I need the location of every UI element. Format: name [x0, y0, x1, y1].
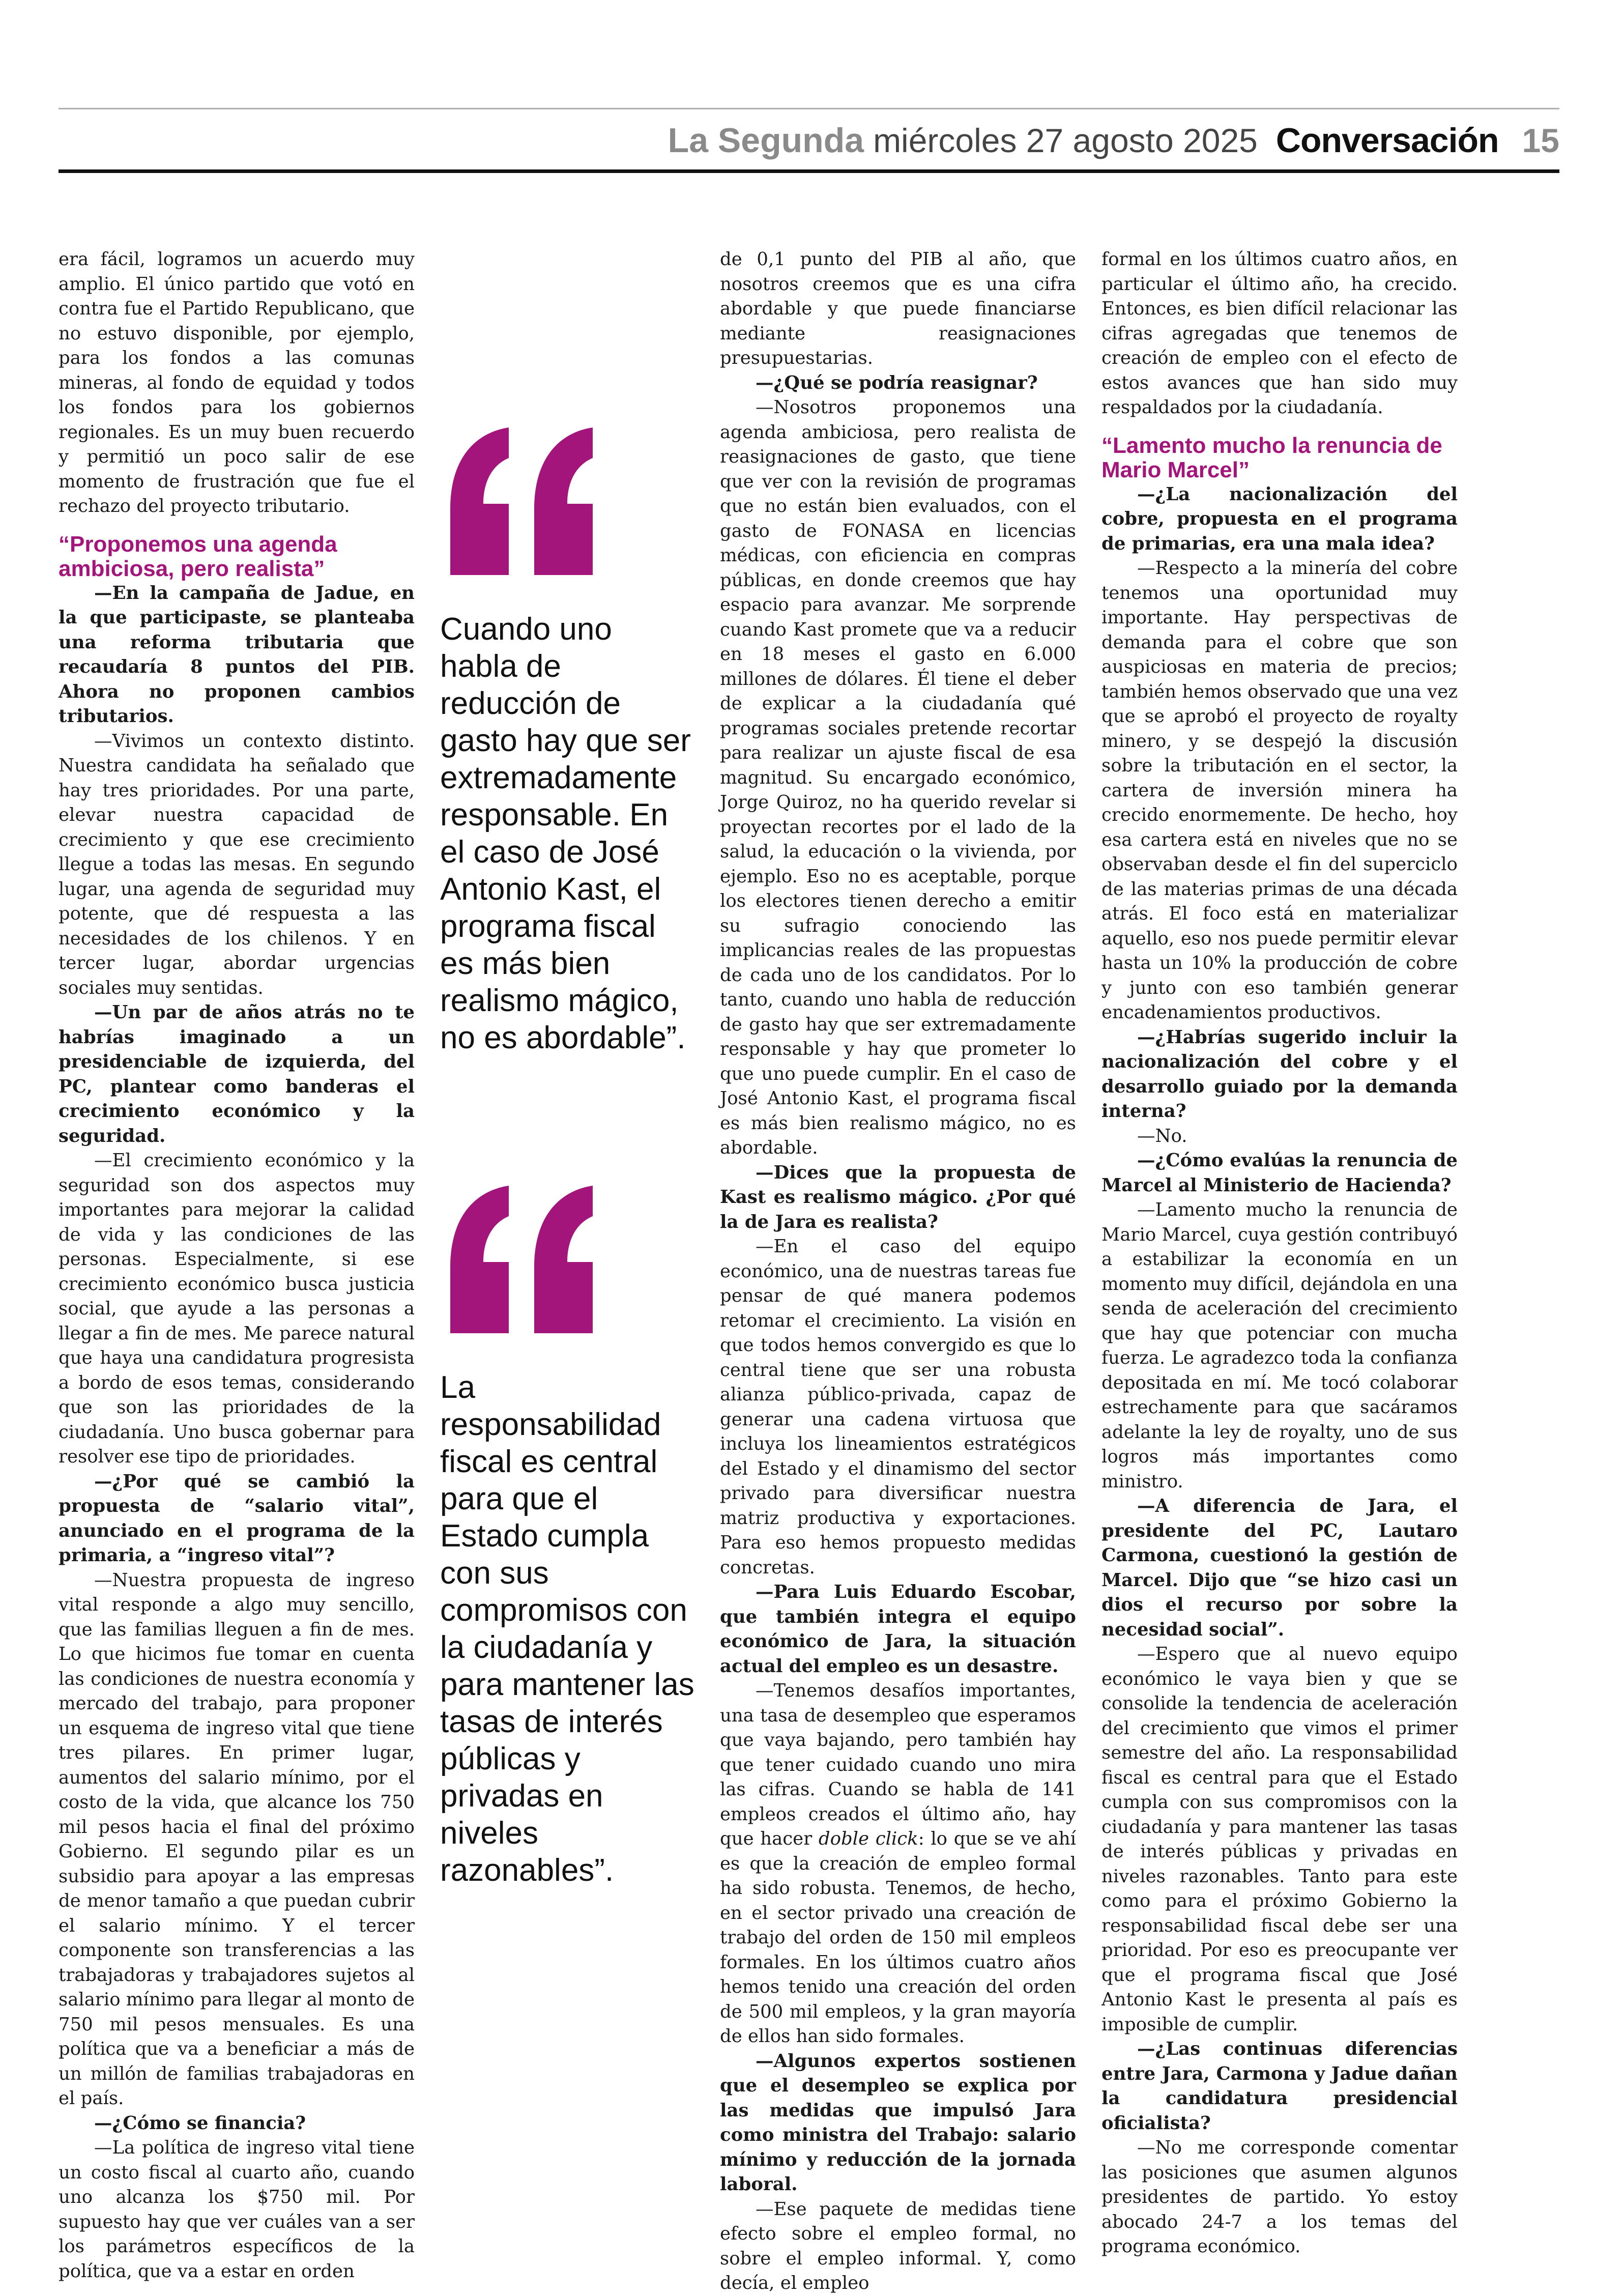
- interview-question: —Un par de años atrás no te habrías imaginado a un presidenciable de izquierda, del PC, plantear como banderas el crecimiento económico y la seguridad.: [59, 1002, 415, 1146]
- section-name: Conversación: [1275, 121, 1499, 160]
- subheading: “Proponemos una agenda ambiciosa, pero realista”: [59, 531, 337, 581]
- interview-answer: —No.: [1137, 1125, 1187, 1146]
- answer-text: —Tenemos desafíos importantes, una tasa de desempleo que esperamos que vaya bajando, pero también hay que tener cuidado cuando uno mira las cifras. Cuando se habla de 141 empleos creados el último año, hay que hacer: [720, 1680, 1076, 1849]
- interview-answer: —Lamento mucho la renuncia de Mario Marcel, cuya gestión contribuyó a estabilizar la economía en un momento muy difícil, dejándola en una senda de aceleración del crecimiento que hay que potenciar con mucha fuerza. Le agradezco toda la confianza depositada en mí. Me tocó colaborar estrechamente para que sacáramos adelante la ley de royalty, uno de sus logros más importantes como ministro.: [1101, 1199, 1458, 1492]
- newspaper-name: La Segunda: [668, 121, 864, 160]
- interview-question: —En la campaña de Jadue, en la que participaste, se planteaba una reforma tributaria que recaudaría 8 puntos del PIB. Ahora no proponen cambios tributarios.: [59, 582, 415, 727]
- masthead-rule: [59, 169, 1559, 173]
- interview-answer: —El crecimiento económico y la seguridad son dos aspectos muy importantes para mejorar la calidad de vida y las condiciones de las personas. Especialmente, si ese crecimiento económico busca justicia social, que ayude a las personas a llegar a fin de mes. Me parece natural que haya una candidatura progresista a bordo de esos temas, considerando que son las prioridades de la ciudadanía. Uno busca gobernar para resolver ese tipo de prioridades.: [59, 1150, 415, 1467]
- interview-answer: —Espero que al nuevo equipo económico le vaya bien y que se consolide la tendencia de aceleración del crecimiento que vimos el primer semestre del año. La responsabilidad fiscal es central para que el Estado cumpla con sus compromisos con la ciudadanía y para mantener las tasas de interés públicas y privadas en niveles razonables. Tanto para este como para el próximo Gobierno la responsabilidad fiscal debe ser una prioridad. Por eso es preocupante ver que el programa fiscal que José Antonio Kast le presenta al país es imposible de cumplir.: [1101, 1644, 1458, 2035]
- interview-question: —Dices que la propuesta de Kast es realismo mágico. ¿Por qué la de Jara es realista?: [720, 1162, 1076, 1232]
- page-number: 15: [1522, 121, 1559, 159]
- interview-question: —¿Cómo se financia?: [94, 2112, 306, 2134]
- pull-quote-2: [440, 1186, 694, 1889]
- pull-quote-text: La responsabilidad fiscal es central para que el Estado cumpla con sus compromisos con la ciudadanía y para mantener las tasas de interés públicas y privadas en niveles razonables”.: [440, 1370, 694, 1888]
- interview-question: —¿Las continuas diferencias entre Jara, Carmona y Jadue dañan la candidatura presidencial oficialista?: [1101, 2039, 1458, 2134]
- paragraph: formal en los últimos cuatro años, en particular el último año, ha crecido. Entonces, es bien difícil relacionar las cifras agregadas que tenemos de creación de empleo con el efecto de estos avances que han sido muy respaldados por la ciudadanía.: [1101, 249, 1458, 418]
- interview-answer: —No me corresponde comentar las posiciones que asumen algunos presidentes de partido. Yo estoy abocado 24-7 a los temas del programa económico.: [1101, 2137, 1458, 2257]
- quote-mark-icon: [440, 427, 603, 575]
- interview-answer: [720, 1679, 1076, 2049]
- issue-date: miércoles 27 agosto 2025: [873, 121, 1258, 159]
- interview-question: —¿La nacionalización del cobre, propuesta en el programa de primarias, era una mala idea?: [1101, 483, 1458, 554]
- subheading: “Lamento mucho la renuncia de Mario Marcel”: [1101, 433, 1442, 482]
- interview-question: —¿Habrías sugerido incluir la nacionalización del cobre y el desarrollo guiado por la demanda interna?: [1101, 1026, 1458, 1122]
- interview-answer: —Vivimos un contexto distinto. Nuestra candidata ha señalado que hay tres prioridades. Por una parte, elevar nuestra capacidad de crecimiento y que ese crecimiento llegue a todas las mesas. En segundo lugar, una agenda de seguridad muy potente, que dé respuesta a las necesidades de los chilenos. Y en tercer lugar, abordar urgencias sociales muy sentidas.: [59, 730, 415, 998]
- paragraph: de 0,1 punto del PIB al año, que nosotros creemos que es una cifra abordable y que puede financiarse mediante reasignaciones presupuestarias.: [720, 249, 1076, 368]
- article-column-3: [1101, 247, 1458, 2259]
- interview-question: —¿Por qué se cambió la propuesta de “salario vital”, anunciado en el programa de la primaria, a “ingreso vital”?: [59, 1471, 415, 1566]
- interview-question: —¿Cómo evalúas la renuncia de Marcel al Ministerio de Hacienda?: [1101, 1150, 1458, 1196]
- top-rule: [59, 108, 1559, 109]
- paragraph: era fácil, logramos un acuerdo muy amplio. El único partido que votó en contra fue el Partido Republicano, que no estuvo disponible, por ejemplo, para los fondos a las comunas mineras, al fondo de equidad y todos los fondos para los gobiernos regionales. Es un muy buen recuerdo y permitió un poco salir de ese momento de frustración que fue el rechazo del proyecto tributario.: [59, 249, 415, 516]
- interview-answer: —La política de ingreso vital tiene un costo fiscal al cuarto año, cuando uno alcanza los $750 mil. Por supuesto hay que ver cuáles van a ser los parámetros específicos de la política, que va a estar en orden: [59, 2137, 415, 2282]
- interview-question: —A diferencia de Jara, el presidente del PC, Lautaro Carmona, cuestionó la gestión de Marcel. Dijo que “se hizo casi un dios el recurso por sobre la necesidad social”.: [1101, 1496, 1458, 1640]
- masthead: [668, 111, 1559, 169]
- interview-question: —Para Luis Eduardo Escobar, que también integra el equipo económico de Jara, la situación actual del empleo es un desastre.: [720, 1582, 1076, 1677]
- quote-mark-icon: [440, 1186, 603, 1333]
- interview-answer: —Nosotros proponemos una agenda ambiciosa, pero realista de reasignaciones de gasto, que tiene que ver con la revisión de programas que no están bien evaluados, con el gasto de FONASA en licencias médicas, con eficiencia en compras públicas, en donde creemos que hay espacio para avanzar. Me sorprende cuando Kast promete que va a reducir en 18 meses el gasto en 6.000 millones de dólares. Él tiene el deber de explicar a la ciudadanía qué programas sociales pretende recortar para realizar un ajuste fiscal de esa magnitud. Su encargado económico, Jorge Quiroz, no ha querido revelar si proyectan recortes por el lado de la salud, la educación o la vivienda, por ejemplo. Eso no es aceptable, porque los electores tienen derecho a emitir su sufragio conociendo las implicancias reales de las propuestas de cada uno de los candidatos. Por lo tanto, cuando uno habla de reducción de gasto hay que ser extremadamente responsable y hay que prometer lo que uno puede cumplir. En el caso de José Antonio Kast, el programa fiscal es más bien realismo mágico, no es abordable.: [720, 397, 1076, 1158]
- interview-answer: —Respecto a la minería del cobre tenemos una oportunidad muy importante. Hay perspectivas de demanda para el cobre que son auspiciosas en materia de precios; también hemos observado que una vez que se aprobó el proyecto de royalty minero, y se despejó la discusión sobre la tributación en el sector, la cartera de inversión minera ha crecido enormemente. De hecho, hoy esa cartera está en niveles que no se observaban desde el fin del superciclo de las materias primas de una década atrás. El foco está en materializar aquello, eso nos puede permitir elevar hasta un 10% la producción de cobre y junto con eso también generar encadenamientos productivos.: [1101, 558, 1458, 1023]
- pull-quote-1: [440, 427, 694, 1056]
- answer-text: : lo que se ve ahí es que la creación de empleo formal ha sido robusta. Tenemos, de hecho, en el sector privado una creación de trabajo del orden de 150 mil empleos formales. En los últimos cuatro años hemos tenido una creación del orden de 500 mil empleos, y la gran mayoría de ellos han sido formales.: [720, 1828, 1077, 2047]
- answer-emphasis: doble click: [818, 1828, 918, 1849]
- pull-quote-text: Cuando uno habla de reducción de gasto hay que ser extremadamente responsable. En el caso de José Antonio Kast, el programa fiscal es más bien realismo mágico, no es abordable”.: [440, 612, 691, 1055]
- interview-answer: —Nuestra propuesta de ingreso vital responde a algo muy sencillo, que las familias lleguen a fin de mes. Lo que hicimos fue tomar en cuenta las condiciones de nuestra economía y mercado del trabajo, para proponer un esquema de ingreso vital que tiene tres pilares. En primer lugar, aumentos del salario mínimo, por el costo de la vida, que alcance los 750 mil pesos hacia el final del próximo Gobierno. El segundo pilar es un subsidio para apoyar a las empresas de menor tamaño a que puedan cubrir el salario mínimo. Y el tercer componente son transferencias a las trabajadoras y trabajadores sujetos al salario mínimo para llegar al monto de 750 mil pesos mensuales. Es una política que va a beneficiar a más de un millón de familias trabajadoras en el país.: [59, 1569, 415, 2109]
- article-column-1: [59, 247, 415, 2284]
- interview-answer: —En el caso del equipo económico, una de nuestras tareas fue pensar de qué manera podemos retomar el crecimiento. La visión en que todos hemos convergido es que lo central tiene que ser una robusta alianza público-privada, capaz de generar una cadena virtuosa que incluya los lineamientos estratégicos del Estado y el dinamismo del sector privado para diversificar nuestra matriz productiva y exportaciones. Para eso hemos propuesto medidas concretas.: [720, 1236, 1076, 1578]
- article-column-2: [720, 247, 1076, 2296]
- interview-question: —Algunos expertos sostienen que el desempleo se explica por las medidas que impulsó Jara como ministra del Trabajo: salario mínimo y reducción de la jornada laboral.: [720, 2050, 1076, 2195]
- interview-answer: —Ese paquete de medidas tiene efecto sobre el empleo formal, no sobre el empleo informal. Y, como decía, el empleo: [720, 2198, 1076, 2293]
- interview-question: —¿Qué se podría reasignar?: [756, 372, 1038, 393]
